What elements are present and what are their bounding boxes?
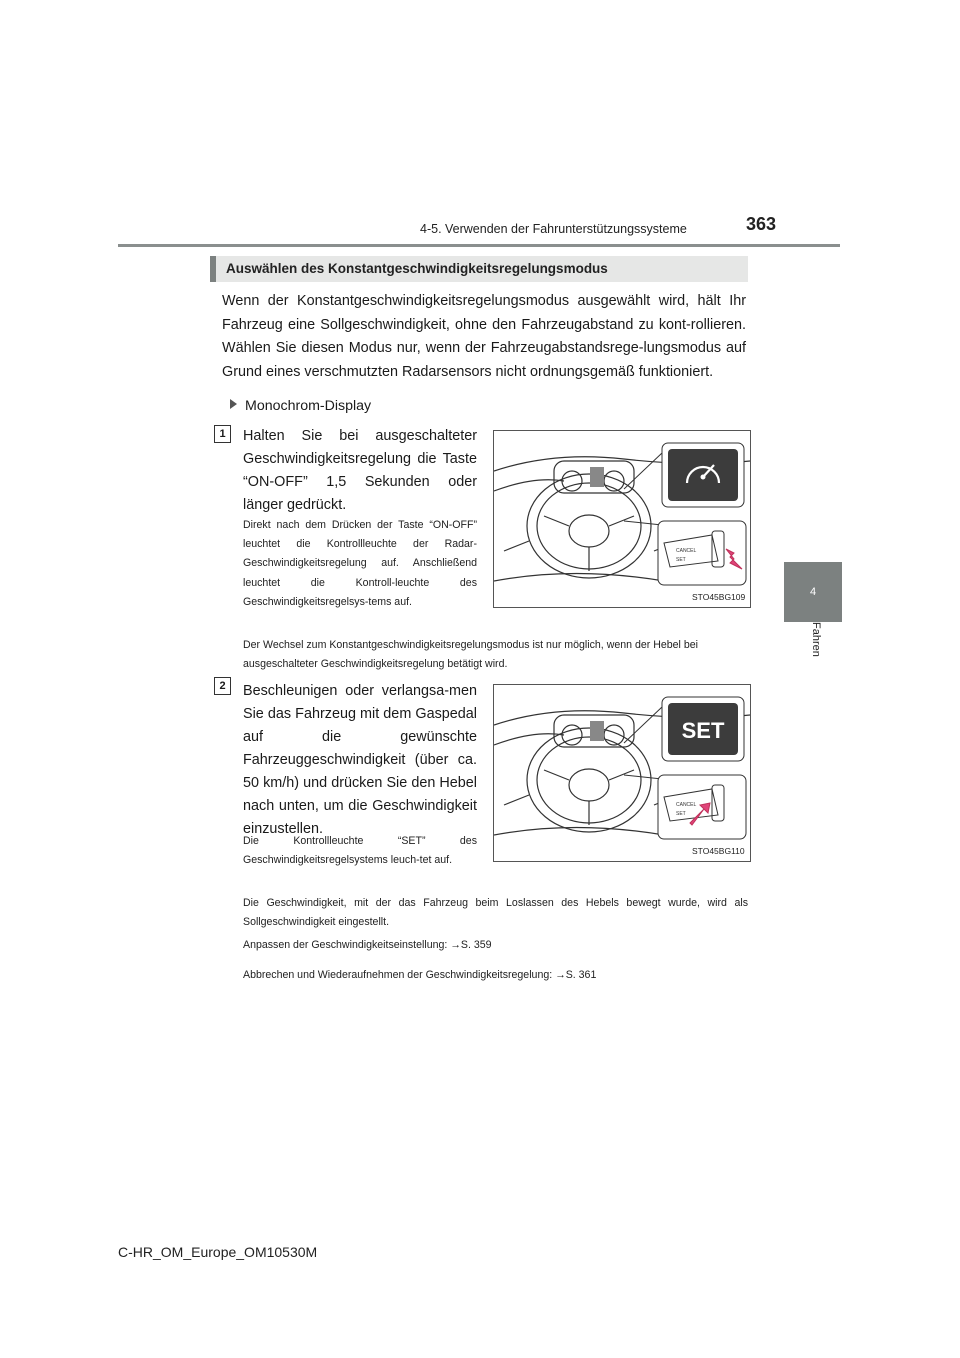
set-indicator-text: SET — [681, 718, 725, 743]
chapter-title: 4-5. Verwenden der Fahrunterstützungssysteme — [420, 222, 687, 236]
triangle-bullet-icon — [230, 399, 237, 409]
link-adjust-speed[interactable]: Anpassen der Geschwindigkeitseinstellung: →S. 359 — [243, 939, 492, 951]
step-2-subtext: Die Kontrollleuchte “SET” des Geschwindigkeitsregelsystems leuch-tet auf. — [243, 835, 477, 867]
step-1-number: 1 — [214, 425, 231, 443]
chapter-tab[interactable]: 4 — [784, 562, 842, 622]
svg-text:SET: SET — [676, 557, 686, 563]
chapter-tab-label — [800, 620, 830, 680]
section-heading — [210, 256, 748, 282]
link-cancel-resume[interactable]: Abbrechen und Wiederaufnehmen der Geschwindigkeitsregelung: →S. 361 — [243, 969, 597, 981]
steering-wheel-illustration-2 — [494, 685, 750, 861]
steering-wheel-illustration-1 — [494, 431, 750, 607]
figure-code-1: STO45BG109 — [692, 592, 746, 602]
step-2-text: Beschleunigen oder verlangsa-men Sie das Fahrzeug mit dem Gaspedal auf die gewünschte Fahrzeuggeschwindigkeit (über ca. 50 km/h) und drücken Sie den Hebel nach unten, um die Geschwindigkeit einzustellen. — [243, 683, 477, 837]
svg-text:CANCEL: CANCEL — [676, 802, 697, 808]
note-mode-change: Der Wechsel zum Konstantgeschwindigkeitsregelungsmodus ist nur möglich, wenn der Hebel bei ausgeschalteter Geschwindigkeitsregelung betätigt wird. — [243, 639, 698, 671]
section-intro: Wenn der Konstantgeschwindigkeitsregelungsmodus ausgewählt wird, hält Ihr Fahrzeug eine Sollgeschwindigkeit, ohne den Fahrzeugabstand zu kont-rollieren. Wählen Sie diesen Modus nur, wenn der Fahrzeugabstandsrege-lungsmodus auf Grund eines verschmutzten Radarsensors nicht ordnungsgemäß funktioniert. — [222, 293, 746, 380]
document-code: C-HR_OM_Europe_OM10530M — [118, 1244, 318, 1260]
display-variant-label: Monochrom-Display — [245, 398, 372, 414]
figure-step-2 — [493, 684, 751, 862]
display-variant — [230, 398, 371, 414]
figure-step-1 — [493, 430, 751, 608]
header-rule — [118, 244, 840, 247]
page-number: 363 — [746, 214, 777, 234]
step-1-subtext: Direkt nach dem Drücken der Taste “ON-OFF” leuchtet die Kontrollleuchte der Radar-Geschwindigkeitsregelung auf. Anschließend leuchtet die Kontroll-leuchte des Geschwindigkeitsregelsys-tems auf. — [243, 519, 477, 608]
chapter-tab-label-text: Fahren — [810, 622, 822, 657]
step-1-text: Halten Sie bei ausgeschalteter Geschwindigkeitsregelung die Taste “ON-OFF” 1,5 Sekunden oder länger gedrückt. — [243, 428, 477, 513]
section-title: Auswählen des Konstantgeschwindigkeitsregelungsmodus — [226, 261, 608, 276]
section-accent — [210, 256, 216, 282]
svg-text:CANCEL: CANCEL — [676, 548, 697, 554]
step-2-number: 2 — [214, 677, 231, 695]
note-set-speed: Die Geschwindigkeit, mit der das Fahrzeug beim Loslassen des Hebels bewegt wurde, wird als Sollgeschwindigkeit eingestellt. — [243, 897, 748, 929]
svg-text:SET: SET — [676, 811, 686, 817]
figure-code-2: STO45BG110 — [692, 846, 745, 856]
